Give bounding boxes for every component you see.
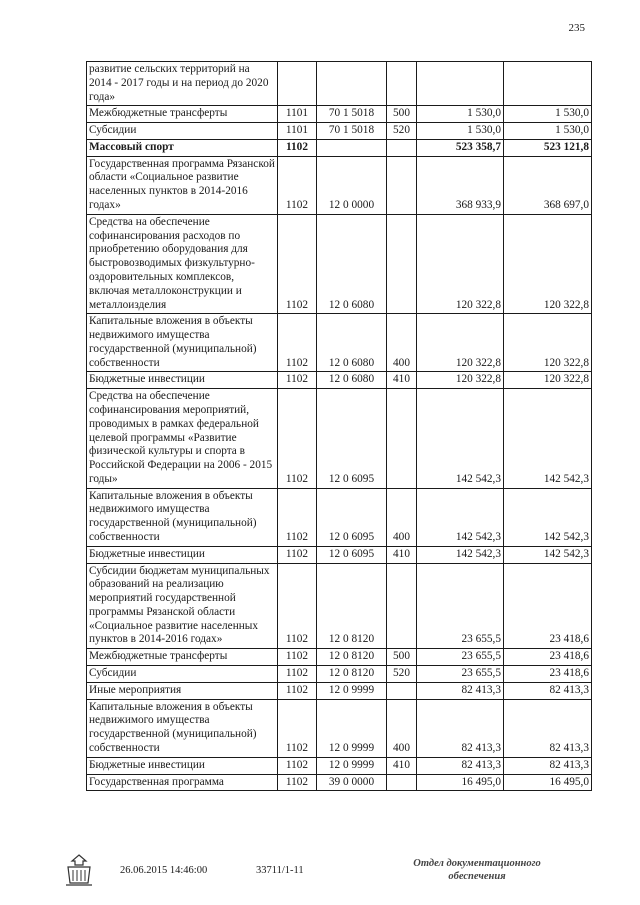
row-amount-2017: 23 418,6: [504, 666, 592, 683]
row-target-article: 12 0 6095: [317, 546, 387, 563]
row-amount-2016: 368 933,9: [417, 156, 504, 214]
row-amount-2017: 23 418,6: [504, 563, 592, 649]
row-name: Межбюджетные трансферты: [87, 106, 278, 123]
row-name: Государственная программа Рязанской области «Социальное развитие населенных пунктов в 2014-2016 годах»: [87, 156, 278, 214]
row-expense-type: [387, 139, 417, 156]
table-row: [87, 563, 592, 649]
row-name: Капитальные вложения в объекты недвижимого имущества государственной (муниципальной) собственности: [87, 699, 278, 757]
row-section-code: 1102: [278, 139, 317, 156]
row-name: Межбюджетные трансферты: [87, 649, 278, 666]
row-name: Субсидии: [87, 123, 278, 140]
table-row: [87, 156, 592, 214]
row-name: Бюджетные инвестиции: [87, 757, 278, 774]
footer-stamp-line2: обеспечения: [448, 871, 506, 883]
row-target-article: 70 1 5018: [317, 106, 387, 123]
row-amount-2016: 142 542,3: [417, 488, 504, 546]
row-amount-2017: 16 495,0: [504, 774, 592, 791]
row-expense-type: 400: [387, 488, 417, 546]
row-amount-2017: 1 530,0: [504, 106, 592, 123]
row-name: Бюджетные инвестиции: [87, 546, 278, 563]
row-section-code: 1102: [278, 372, 317, 389]
row-amount-2016: 1 530,0: [417, 123, 504, 140]
row-target-article: 12 0 6095: [317, 389, 387, 488]
row-expense-type: [387, 682, 417, 699]
row-expense-type: 400: [387, 699, 417, 757]
row-amount-2017: 120 322,8: [504, 372, 592, 389]
row-section-code: 1102: [278, 699, 317, 757]
row-expense-type: [387, 156, 417, 214]
row-expense-type: [387, 774, 417, 791]
table-row: [87, 62, 592, 106]
row-target-article: 12 0 6080: [317, 372, 387, 389]
row-amount-2016: 120 322,8: [417, 314, 504, 372]
row-section-code: [278, 62, 317, 106]
row-section-code: 1102: [278, 682, 317, 699]
table-row: [87, 372, 592, 389]
row-amount-2016: 120 322,8: [417, 372, 504, 389]
table-row: [87, 757, 592, 774]
row-name: Иные мероприятия: [87, 682, 278, 699]
row-amount-2017: [504, 62, 592, 106]
row-name: Массовый спорт: [87, 139, 278, 156]
row-section-code: 1102: [278, 774, 317, 791]
row-name: Бюджетные инвестиции: [87, 372, 278, 389]
row-section-code: 1102: [278, 649, 317, 666]
row-amount-2017: 82 413,3: [504, 757, 592, 774]
row-name: Капитальные вложения в объекты недвижимого имущества государственной (муниципальной) собственности: [87, 488, 278, 546]
table-row: [87, 214, 592, 313]
row-amount-2017: 142 542,3: [504, 546, 592, 563]
row-target-article: 12 0 6095: [317, 488, 387, 546]
table-row: [87, 389, 592, 488]
table-row: [87, 488, 592, 546]
row-amount-2017: 142 542,3: [504, 389, 592, 488]
row-target-article: 12 0 0000: [317, 156, 387, 214]
row-name: Капитальные вложения в объекты недвижимого имущества государственной (муниципальной) собственности: [87, 314, 278, 372]
row-amount-2016: 82 413,3: [417, 757, 504, 774]
row-target-article: 12 0 8120: [317, 649, 387, 666]
row-target-article: 12 0 6080: [317, 214, 387, 313]
row-section-code: 1102: [278, 546, 317, 563]
row-amount-2016: 82 413,3: [417, 699, 504, 757]
row-amount-2017: 523 121,8: [504, 139, 592, 156]
row-section-code: 1102: [278, 214, 317, 313]
row-section-code: 1102: [278, 314, 317, 372]
row-section-code: 1102: [278, 156, 317, 214]
table-row: [87, 546, 592, 563]
budget-table-body: [87, 62, 592, 791]
table-row: [87, 649, 592, 666]
table-row: [87, 682, 592, 699]
coat-of-arms-icon: [62, 853, 96, 887]
row-amount-2016: 16 495,0: [417, 774, 504, 791]
row-amount-2016: 120 322,8: [417, 214, 504, 313]
row-name: развитие сельских территорий на 2014 - 2017 годы и на период до 2020 года»: [87, 62, 278, 106]
row-amount-2016: 82 413,3: [417, 682, 504, 699]
table-row: [87, 139, 592, 156]
row-amount-2016: 23 655,5: [417, 563, 504, 649]
row-amount-2016: 1 530,0: [417, 106, 504, 123]
row-amount-2016: 23 655,5: [417, 649, 504, 666]
row-name: Государственная программа: [87, 774, 278, 791]
row-amount-2017: 1 530,0: [504, 123, 592, 140]
row-target-article: 70 1 5018: [317, 123, 387, 140]
row-amount-2016: 142 542,3: [417, 546, 504, 563]
table-row: [87, 123, 592, 140]
row-target-article: 12 0 8120: [317, 563, 387, 649]
row-amount-2017: 82 413,3: [504, 699, 592, 757]
row-expense-type: 410: [387, 372, 417, 389]
row-name: Средства на обеспечение софинансирования мероприятий, проводимых в рамках федеральной целевой программы «Развитие физической культуры и спорта в Российской Федерации на 2006 - 2015 годы»: [87, 389, 278, 488]
row-amount-2017: 120 322,8: [504, 214, 592, 313]
row-expense-type: [387, 389, 417, 488]
row-target-article: [317, 62, 387, 106]
row-amount-2017: 23 418,6: [504, 649, 592, 666]
row-section-code: 1102: [278, 389, 317, 488]
row-amount-2017: 120 322,8: [504, 314, 592, 372]
row-target-article: 12 0 9999: [317, 757, 387, 774]
table-row: [87, 106, 592, 123]
table-row: [87, 314, 592, 372]
row-name: Средства на обеспечение софинансирования расходов по приобретению оборудования для быстровозводимых физкультурно-оздоровительных комплексов, включая металлоконструкции и металлоизделия: [87, 214, 278, 313]
row-name: Субсидии: [87, 666, 278, 683]
row-section-code: 1102: [278, 563, 317, 649]
row-expense-type: 520: [387, 123, 417, 140]
page-number: 235: [568, 22, 585, 34]
row-expense-type: 410: [387, 757, 417, 774]
row-amount-2017: 368 697,0: [504, 156, 592, 214]
row-expense-type: [387, 214, 417, 313]
row-expense-type: 520: [387, 666, 417, 683]
row-section-code: 1101: [278, 123, 317, 140]
row-target-article: 12 0 9999: [317, 682, 387, 699]
row-amount-2017: 82 413,3: [504, 682, 592, 699]
table-row: [87, 774, 592, 791]
row-target-article: 39 0 0000: [317, 774, 387, 791]
row-expense-type: [387, 62, 417, 106]
row-target-article: [317, 139, 387, 156]
row-target-article: 12 0 9999: [317, 699, 387, 757]
table-row: [87, 699, 592, 757]
row-amount-2016: 142 542,3: [417, 389, 504, 488]
footer-stamp: [412, 857, 542, 883]
footer-datetime: 26.06.2015 14:46:00: [120, 865, 208, 876]
table-row: [87, 666, 592, 683]
footer-stamp-line1: Отдел документационного: [413, 858, 541, 869]
row-section-code: 1102: [278, 488, 317, 546]
row-amount-2016: [417, 62, 504, 106]
row-target-article: 12 0 8120: [317, 666, 387, 683]
row-section-code: 1102: [278, 666, 317, 683]
row-expense-type: 410: [387, 546, 417, 563]
footer-doc-id: 33711/1-11: [256, 865, 304, 876]
row-amount-2016: 523 358,7: [417, 139, 504, 156]
row-expense-type: [387, 563, 417, 649]
row-section-code: 1101: [278, 106, 317, 123]
row-expense-type: 500: [387, 649, 417, 666]
budget-table: [86, 61, 592, 791]
row-expense-type: 500: [387, 106, 417, 123]
row-section-code: 1102: [278, 757, 317, 774]
row-amount-2016: 23 655,5: [417, 666, 504, 683]
row-target-article: 12 0 6080: [317, 314, 387, 372]
row-amount-2017: 142 542,3: [504, 488, 592, 546]
row-name: Субсидии бюджетам муниципальных образований на реализацию мероприятий государственной программы Рязанской области «Социальное развитие населенных пунктов в 2014-2016 годах»: [87, 563, 278, 649]
row-expense-type: 400: [387, 314, 417, 372]
